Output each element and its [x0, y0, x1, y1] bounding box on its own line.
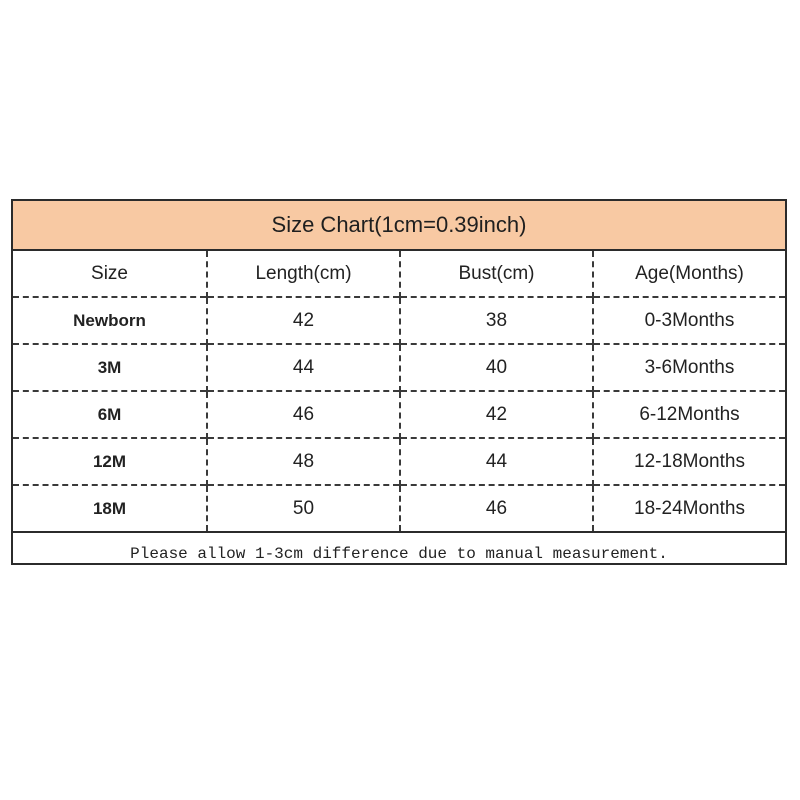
table-row — [13, 297, 785, 344]
length-cell: 48 — [207, 438, 400, 485]
table-row — [13, 438, 785, 485]
age-cell: 3-6Months — [593, 344, 785, 391]
header-row — [13, 251, 785, 297]
size-chart-table — [11, 199, 787, 565]
measurement-note: Please allow 1-3cm difference due to manual measurement. — [13, 531, 785, 574]
length-cell: 42 — [207, 297, 400, 344]
bust-cell: 40 — [400, 344, 593, 391]
bust-cell: 42 — [400, 391, 593, 438]
size-cell: 12M — [13, 438, 207, 485]
column-header-bust: Bust(cm) — [400, 251, 593, 297]
length-cell: 50 — [207, 485, 400, 531]
bust-cell: 38 — [400, 297, 593, 344]
column-header-length: Length(cm) — [207, 251, 400, 297]
size-cell: 3M — [13, 344, 207, 391]
table-row — [13, 485, 785, 531]
column-header-size: Size — [91, 262, 128, 284]
age-cell: 12-18Months — [593, 438, 785, 485]
size-cell: 18M — [13, 485, 207, 531]
size-grid — [13, 251, 785, 531]
size-cell: 6M — [13, 391, 207, 438]
age-cell: 18-24Months — [593, 485, 785, 531]
table-row — [13, 391, 785, 438]
age-cell: 6-12Months — [593, 391, 785, 438]
age-cell: 0-3Months — [593, 297, 785, 344]
size-cell: Newborn — [13, 297, 207, 344]
bust-cell: 46 — [400, 485, 593, 531]
table-row — [13, 344, 785, 391]
chart-title: Size Chart(1cm=0.39inch) — [13, 201, 785, 251]
length-cell: 46 — [207, 391, 400, 438]
length-cell: 44 — [207, 344, 400, 391]
bust-cell: 44 — [400, 438, 593, 485]
column-header-age: Age(Months) — [593, 251, 785, 297]
